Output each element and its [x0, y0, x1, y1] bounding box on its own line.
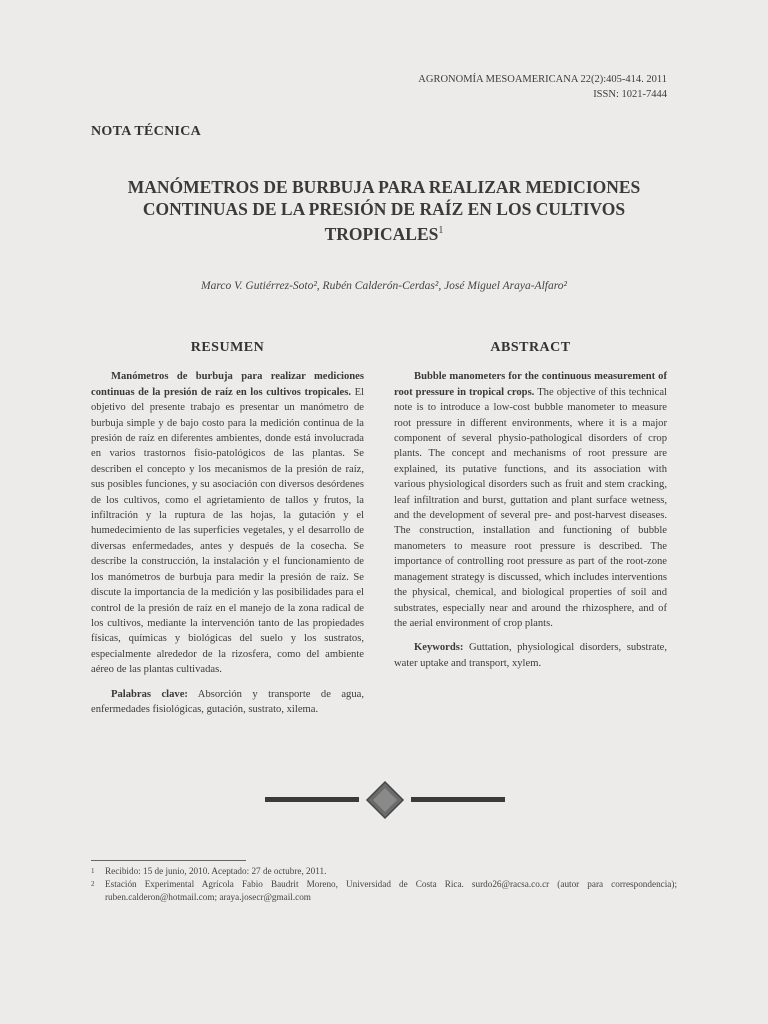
- ornament-bar-left: [265, 797, 359, 802]
- resumen-heading: RESUMEN: [190, 340, 265, 355]
- resumen-keywords-label: Palabras clave:: [111, 688, 188, 700]
- footnote-1: [91, 865, 677, 878]
- journal-citation: AGRONOMÍA MESOAMERICANA 22(2):405-414. 2011: [418, 74, 667, 85]
- resumen-keywords: [91, 687, 364, 718]
- abstract-heading: ABSTRACT: [490, 340, 571, 355]
- footnote-text: Recibido: 15 de junio, 2010. Aceptado: 27 de octubre, 2011.: [105, 866, 327, 876]
- resumen-keywords-text: Absorción y transporte de agua, enfermedades fisiológicas, gutación, sustrato, xilema.: [91, 688, 364, 715]
- abstract-paragraph: [394, 369, 667, 631]
- footnote-text: Estación Experimental Agrícola Fabio Baudrit Moreno, Universidad de Costa Rica. surdo26@racsa.co.cr (autor para correspondencia); ruben.calderon@hotmail.com; araya.josecr@gmail.com: [105, 879, 677, 902]
- section-ornament: [265, 780, 505, 820]
- section-label: NOTA TÉCNICA: [91, 124, 202, 139]
- ornament-bar-right: [411, 797, 505, 802]
- footnotes: [91, 860, 677, 904]
- title-line-2: CONTINUAS DE LA PRESIÓN DE RAÍZ EN LOS CULTIVOS: [142, 199, 626, 219]
- title-line-3-text: TROPICALES: [324, 223, 439, 244]
- title-line-3: [91, 220, 677, 245]
- journal-issn: ISSN: 1021-7444: [593, 89, 667, 100]
- abstract-lead: Bubble manometers for the continuous measurement of root pressure in tropical crops.: [394, 371, 667, 398]
- authors: Marco V. Gutiérrez-Soto², Rubén Calderón-Cerdas², José Miguel Araya-Alfaro²: [201, 280, 567, 292]
- abstract-keywords-text: Guttation, physiological disorders, substrate, water uptake and transport, xylem.: [394, 642, 668, 669]
- resumen-paragraph: [91, 369, 364, 677]
- title-footnote-mark: 1: [438, 225, 444, 236]
- abstract-keywords: [394, 640, 667, 671]
- abstract-keywords-label: Keywords:: [414, 642, 464, 654]
- resumen-column: [91, 340, 364, 726]
- footnote-number: 2: [91, 880, 95, 888]
- paper-title: [91, 176, 677, 245]
- title-line-1: MANÓMETROS DE BURBUJA PARA REALIZAR MEDICIONES: [127, 177, 641, 197]
- footnote-rule: [91, 860, 246, 861]
- abstract-body: The objective of this technical note is to introduce a low-cost bubble manometer to measure root pressure in different environments, where it is a major component of several physio-pathological disorders of crop plants. The concept and mechanisms of root pressure are explained, its putative functions, and its association with various physiological disorders such as fruit and stem cracking, leaf infiltration and burst, guttation and plant surface wetness, and the development of several pre- and post-harvest diseases. The construction, installation and functioning of bubble manometers to measure root pressure is described. The importance of controlling root pressure as part of the root-zone management strategy is discussed, which includes interventions the physical, chemical, and biological properties of soil and substrates, especially near and around the rhizosphere, and of the aerial environment of crop plants.: [394, 386, 667, 629]
- footnote-number: 1: [91, 867, 95, 875]
- abstract-column: [394, 340, 667, 680]
- footnote-2: [91, 878, 677, 904]
- journal-header: [418, 72, 667, 102]
- resumen-lead: Manómetros de burbuja para realizar mediciones continuas de la presión de raíz en los cultivos tropicales.: [91, 371, 364, 398]
- resumen-body: El objetivo del presente trabajo es presentar un manómetro de burbuja simple y de bajo costo para la medición continua de la presión de raíz en diferentes ambientes, donde está involucrada en varios trastornos fisio-patológicos de las plantas. Se describen el concepto y los mecanismos de la presión de raíz, sus posibles funciones, y su asociación con diversos desórdenes de los cultivos, como el agrietamiento de tallos y frutos, la infiltración y la ruptura de las hojas, la gutación y el humedecimiento de las superficies vegetales, y el desarrollo de diversas enfermedades, antes y después de la cosecha. Se describe la construcción, la instalación y el funcionamiento de los manómetros de burbuja para medir la presión de raíz. Se discute la importancia de la medición y las posibilidades para el control de la presión de raíz en el manejo de la zona radical de los cultivos, mediante la intervención tanto de las propiedades físicas, químicas y biológicas del suelo y los sustratos, especialmente alrededor de la rizosfera, como del ambiente aéreo de las plantas cultivadas.: [91, 386, 364, 676]
